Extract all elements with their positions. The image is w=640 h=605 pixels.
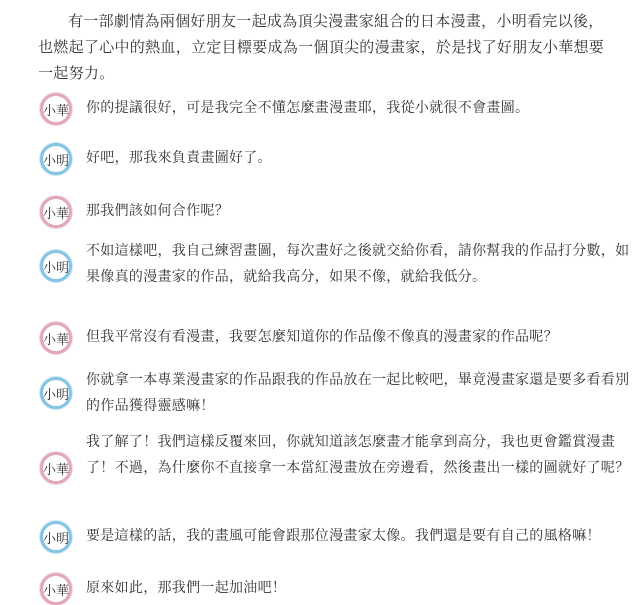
intro-paragraph: 有一部劇情為兩個好朋友一起成為頂尖漫畫家組合的日本漫畫，小明看完以後，也燃起了心中的熱血，立定目標要成為一個頂尖的漫畫家，於是找了好朋友小華想要一起努力。 xyxy=(38,12,605,82)
dialogue-row xyxy=(40,372,630,419)
dialogue-row xyxy=(40,196,630,228)
dialogue-text: 你就拿一本專業漫畫家的作品跟我的作品放在一起比較吧，畢竟漫畫家還是要多看看別的作品獲得靈感嘛！ xyxy=(86,372,630,414)
dialogue-text: 原來如此，那我們一起加油吧！ xyxy=(86,580,287,596)
dialogue-row xyxy=(40,243,630,290)
dialogue-text: 要是這樣的話，我的畫風可能會跟那位漫畫家太像。我們還是要有自己的風格嘛！ xyxy=(86,528,601,544)
avatar-xiaohua: 小華 xyxy=(40,322,72,354)
avatar-xiaoming: 小明 xyxy=(40,143,72,175)
dialogue-text: 我了解了！我們這樣反覆來回，你就知道該怎麼畫才能拿到高分，我也更會鑑賞漫畫了！不過，為什麼你不直接拿一本當紅漫畫放在旁邊看，然後畫出一樣的圖就好了呢？ xyxy=(86,434,630,476)
dialogue-row xyxy=(40,573,630,605)
dialogue-text: 你的提議很好，可是我完全不懂怎麼畫漫畫耶，我從小就很不會畫圖。 xyxy=(86,100,530,116)
dialogue-row xyxy=(40,521,630,553)
dialogue-row xyxy=(40,434,630,484)
avatar-xiaoming: 小明 xyxy=(40,377,72,409)
dialogue-row xyxy=(40,322,630,354)
dialogue-text: 但我平常沒有看漫畫，我要怎麼知道你的作品像不像真的漫畫家的作品呢？ xyxy=(86,329,558,345)
dialogue-text: 好吧，那我來負責畫圖好了。 xyxy=(86,150,272,166)
avatar-xiaoming: 小明 xyxy=(40,250,72,282)
dialogue-text: 那我們該如何合作呢？ xyxy=(86,203,229,219)
dialogue-row xyxy=(40,93,630,125)
dialogue-row xyxy=(40,143,630,175)
avatar-xiaoming: 小明 xyxy=(40,521,72,553)
avatar-xiaohua: 小華 xyxy=(40,93,72,125)
avatar-xiaohua: 小華 xyxy=(40,452,72,484)
avatar-xiaohua: 小華 xyxy=(40,196,72,228)
dialogue-text: 不如這樣吧，我自己練習畫圖，每次畫好之後就交給你看，請你幫我的作品打分數，如果像真的漫畫家的作品，就給我高分，如果不像，就給我低分。 xyxy=(86,243,630,285)
avatar-xiaohua: 小華 xyxy=(40,573,72,605)
